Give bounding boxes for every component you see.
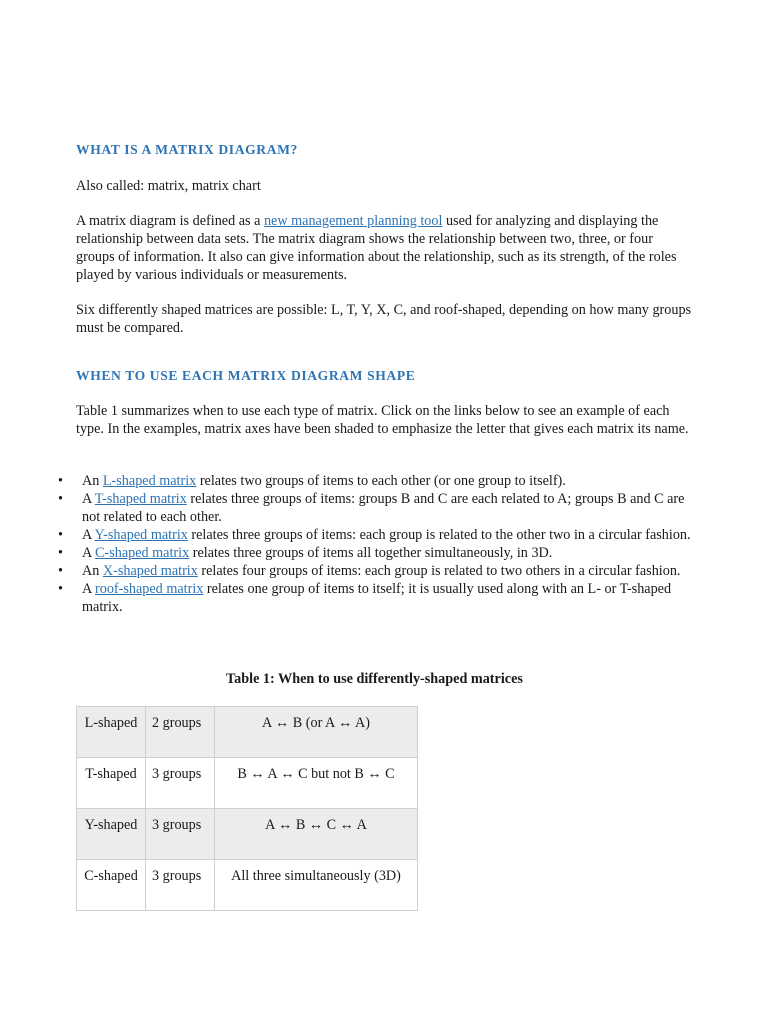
list-item-prefix: A bbox=[82, 581, 96, 597]
c-shaped-matrix-link[interactable]: C-shaped matrix bbox=[95, 545, 190, 561]
table-cell-relation: B ↔ A ↔ C but not B ↔ C bbox=[215, 758, 418, 809]
table-cell-shape: T-shaped bbox=[77, 758, 146, 809]
heading-what-is-matrix-diagram: WHAT IS A MATRIX DIAGRAM? bbox=[76, 142, 298, 157]
list-item-prefix: An bbox=[82, 563, 103, 579]
table-intro-paragraph: Table 1 summarizes when to use each type of matrix. Click on the links below to see an example of each type. In the examples, matrix axes have been shaded to emphasize the letter that gives each matrix its name. bbox=[76, 403, 689, 437]
new-management-planning-tool-link[interactable]: new management planning tool bbox=[263, 213, 443, 229]
bullet-icon: • bbox=[58, 473, 63, 489]
table-row bbox=[77, 860, 418, 911]
table-row bbox=[77, 707, 418, 758]
heading-when-to-use: WHEN TO USE EACH MATRIX DIAGRAM SHAPE bbox=[76, 368, 416, 383]
roof-shaped-matrix-link[interactable]: roof-shaped matrix bbox=[95, 581, 204, 597]
list-item-prefix: A bbox=[82, 545, 96, 561]
bullet-icon: • bbox=[58, 545, 63, 561]
list-item-prefix: An bbox=[82, 473, 103, 489]
list-item bbox=[58, 544, 698, 562]
table-row bbox=[77, 758, 418, 809]
matrix-shapes-table bbox=[76, 706, 418, 911]
x-shaped-matrix-link[interactable]: X-shaped matrix bbox=[102, 563, 198, 579]
table-cell-relation: A ↔ B (or A ↔ A) bbox=[215, 707, 418, 758]
list-item bbox=[58, 580, 698, 616]
table-cell-groups: 3 groups bbox=[146, 809, 215, 860]
six-shapes-paragraph: Six differently shaped matrices are possible: L, T, Y, X, C, and roof-shaped, depending on how many groups must be compared. bbox=[76, 302, 692, 336]
definition-text-start: A matrix diagram is defined as a bbox=[76, 213, 264, 229]
y-shaped-matrix-link[interactable]: Y-shaped matrix bbox=[94, 527, 188, 543]
list-item-prefix: A bbox=[82, 491, 95, 507]
bullet-icon: • bbox=[58, 581, 63, 597]
list-item-text: relates three groups of items: each group is related to the other two in a circular fashion. bbox=[187, 527, 691, 543]
list-item-text: relates three groups of items all together simultaneously, in 3D. bbox=[189, 545, 553, 561]
table-row bbox=[77, 809, 418, 860]
table-cell-shape: C-shaped bbox=[77, 860, 146, 911]
table-cell-groups: 3 groups bbox=[146, 758, 215, 809]
t-shaped-matrix-link[interactable]: T-shaped matrix bbox=[94, 491, 187, 507]
list-item-text: relates two groups of items to each other (or one group to itself). bbox=[196, 473, 566, 489]
definition-text-end: used for analyzing and displaying the relationship between data sets. The matrix diagram shows the relationship between two, three, or four groups of information. It also can give information about the relationship, such as its strength, of the roles played by various individuals or measurements. bbox=[76, 213, 677, 283]
bullet-icon: • bbox=[58, 527, 63, 543]
list-item bbox=[58, 472, 698, 490]
matrix-types-list bbox=[58, 472, 698, 616]
table-cell-groups: 2 groups bbox=[146, 707, 215, 758]
table-cell-shape: Y-shaped bbox=[77, 809, 146, 860]
l-shaped-matrix-link[interactable]: L-shaped matrix bbox=[102, 473, 197, 489]
list-item bbox=[58, 562, 698, 580]
table-cell-shape: L-shaped bbox=[77, 707, 146, 758]
table-cell-relation: All three simultaneously (3D) bbox=[215, 860, 418, 911]
definition-paragraph bbox=[76, 212, 694, 284]
list-item-text: relates three groups of items: groups B and C are each related to A; groups B and C are not related to each other. bbox=[82, 491, 685, 525]
table-cell-relation: A ↔ B ↔ C ↔ A bbox=[215, 809, 418, 860]
table-caption: Table 1: When to use differently-shaped matrices bbox=[226, 671, 523, 687]
table-cell-groups: 3 groups bbox=[146, 860, 215, 911]
list-item bbox=[58, 490, 698, 526]
bullet-icon: • bbox=[58, 563, 63, 579]
list-item-text: relates one group of items to itself; it is usually used along with an L- or T-shaped matrix. bbox=[82, 581, 672, 615]
bullet-icon: • bbox=[58, 491, 63, 507]
also-called-text: Also called: matrix, matrix chart bbox=[76, 178, 261, 194]
list-item bbox=[58, 526, 698, 544]
list-item-prefix: A bbox=[82, 527, 95, 543]
list-item-text: relates four groups of items: each group is related to two others in a circular fashion. bbox=[197, 563, 681, 579]
